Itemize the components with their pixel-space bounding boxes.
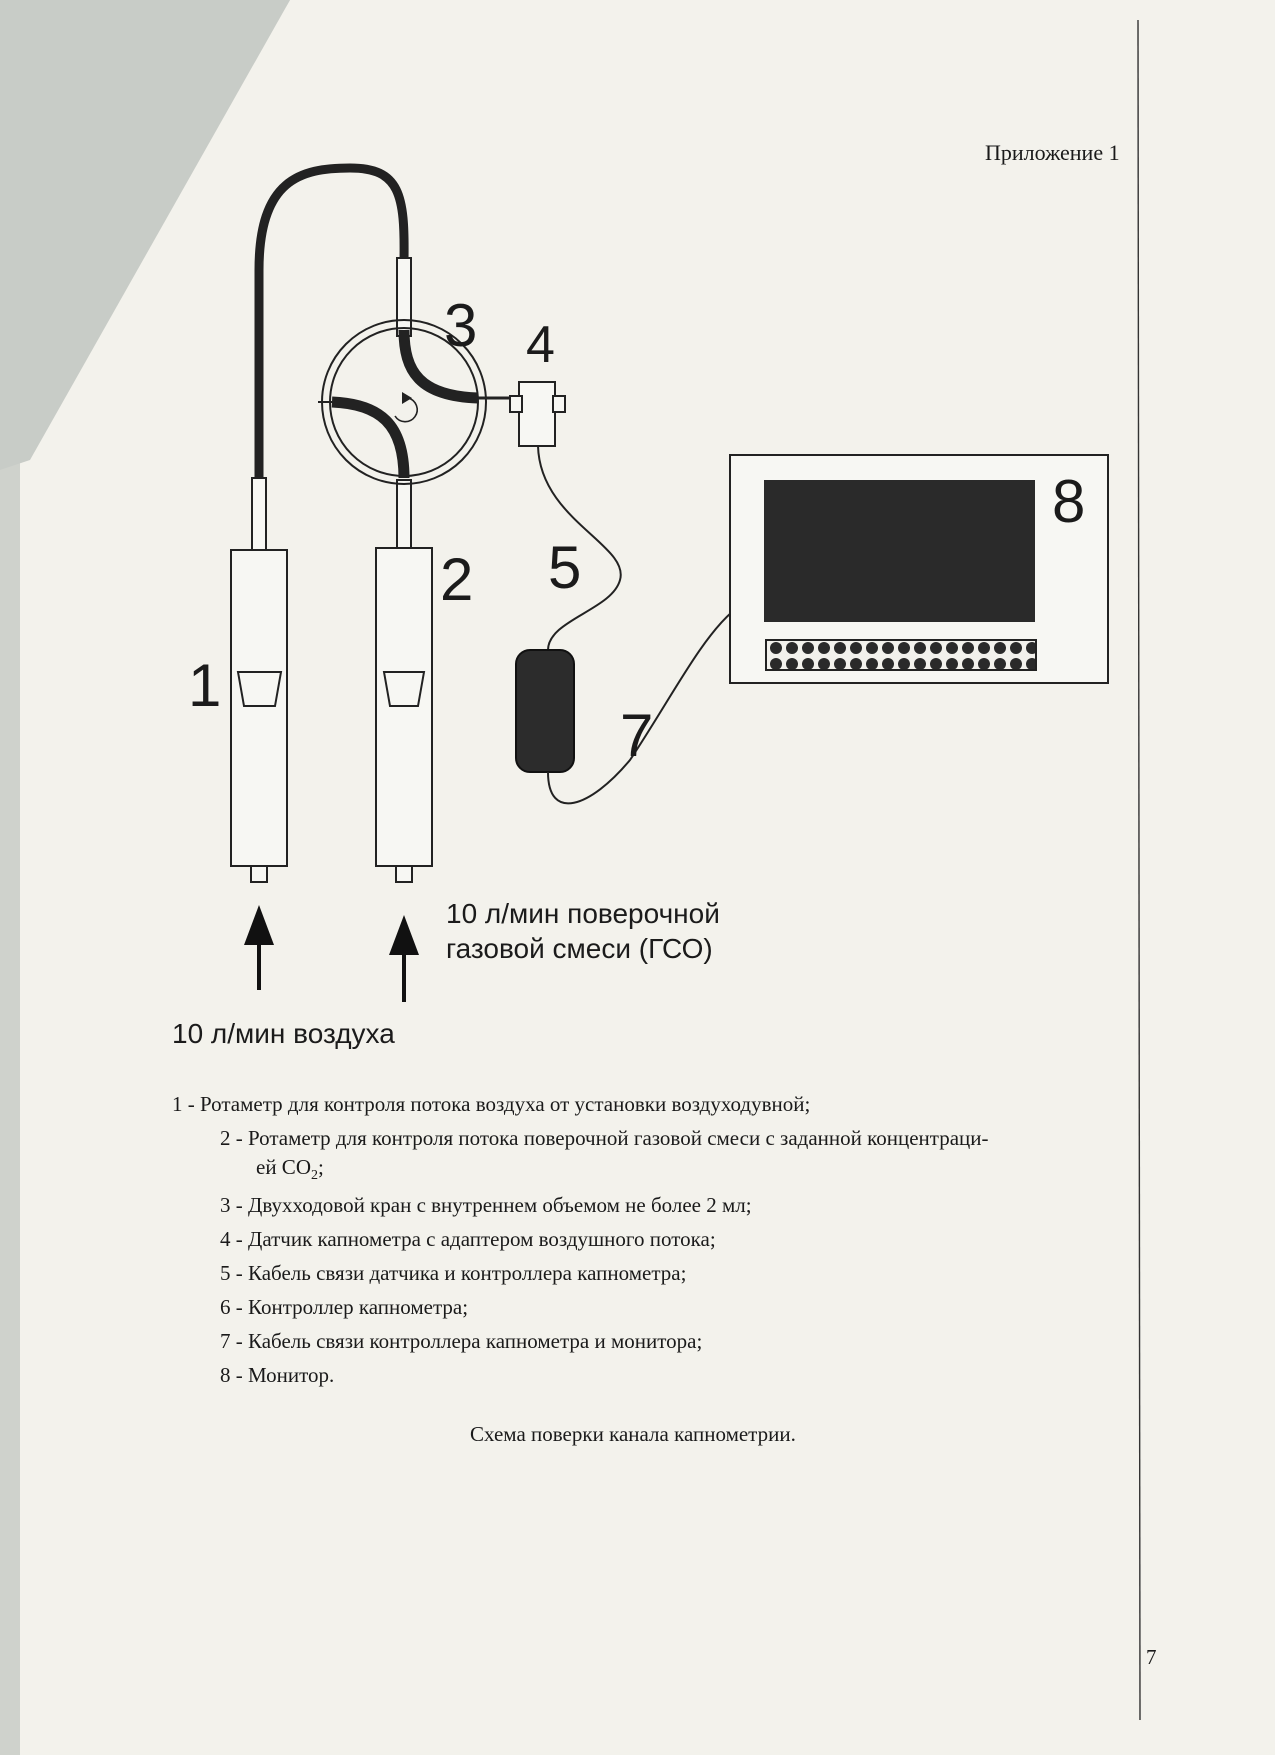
rotameter-2: [376, 480, 432, 882]
gas-flow-label-line1: 10 л/мин поверочной: [446, 898, 720, 929]
page-number: 7: [1146, 1645, 1157, 1669]
legend-item-2-continuation: [256, 1155, 1162, 1188]
label-7: 7: [620, 702, 654, 769]
label-1: 1: [188, 652, 222, 719]
label-5: 5: [548, 534, 582, 601]
label-4: 4: [526, 316, 555, 374]
legend-item-1: 1 - Ротаметр для контроля потока воздуха от установки воздуходувной;: [172, 1092, 811, 1116]
appendix-label: Приложение 1: [985, 140, 1120, 165]
co2-subscript: 2: [310, 1168, 318, 1184]
gas-flow-arrow: [389, 915, 419, 1002]
legend-item-4: 4 - Датчик капнометра с адаптером воздушного потока;: [220, 1227, 716, 1252]
legend-item-5: 5 - Кабель связи датчика и контроллера капнометра;: [220, 1261, 687, 1286]
legend-item-7: 7 - Кабель связи контроллера капнометра и монитора;: [220, 1329, 703, 1354]
capnometer-sensor: [510, 382, 565, 446]
legend: [172, 1087, 1162, 1392]
air-flow-label: 10 л/мин воздуха: [172, 1018, 395, 1049]
rotameter-1: [231, 478, 287, 882]
label-3: 3: [444, 292, 478, 359]
capnometer-controller: [516, 650, 574, 772]
legend-item-6: 6 - Контроллер капнометра;: [220, 1295, 469, 1320]
figure-caption: Схема поверки канала капнометрии.: [470, 1422, 796, 1446]
label-8: 8: [1052, 468, 1086, 535]
label-2: 2: [440, 546, 474, 613]
two-way-valve: [318, 320, 510, 484]
legend-item-3: 3 - Двухходовой кран с внутреннем объемом не более 2 мл;: [220, 1193, 752, 1218]
legend-item-2: 2 - Ротаметр для контроля потока поверочной газовой смеси с заданной концентраци-: [220, 1126, 989, 1150]
air-flow-arrow: [244, 905, 274, 990]
legend-item-8: 8 - Монитор.: [220, 1363, 335, 1388]
co2-text: ей CO: [256, 1155, 311, 1179]
co2-tail: ;: [317, 1155, 324, 1179]
gas-flow-label-line2: газовой смеси (ГСО): [446, 933, 713, 964]
